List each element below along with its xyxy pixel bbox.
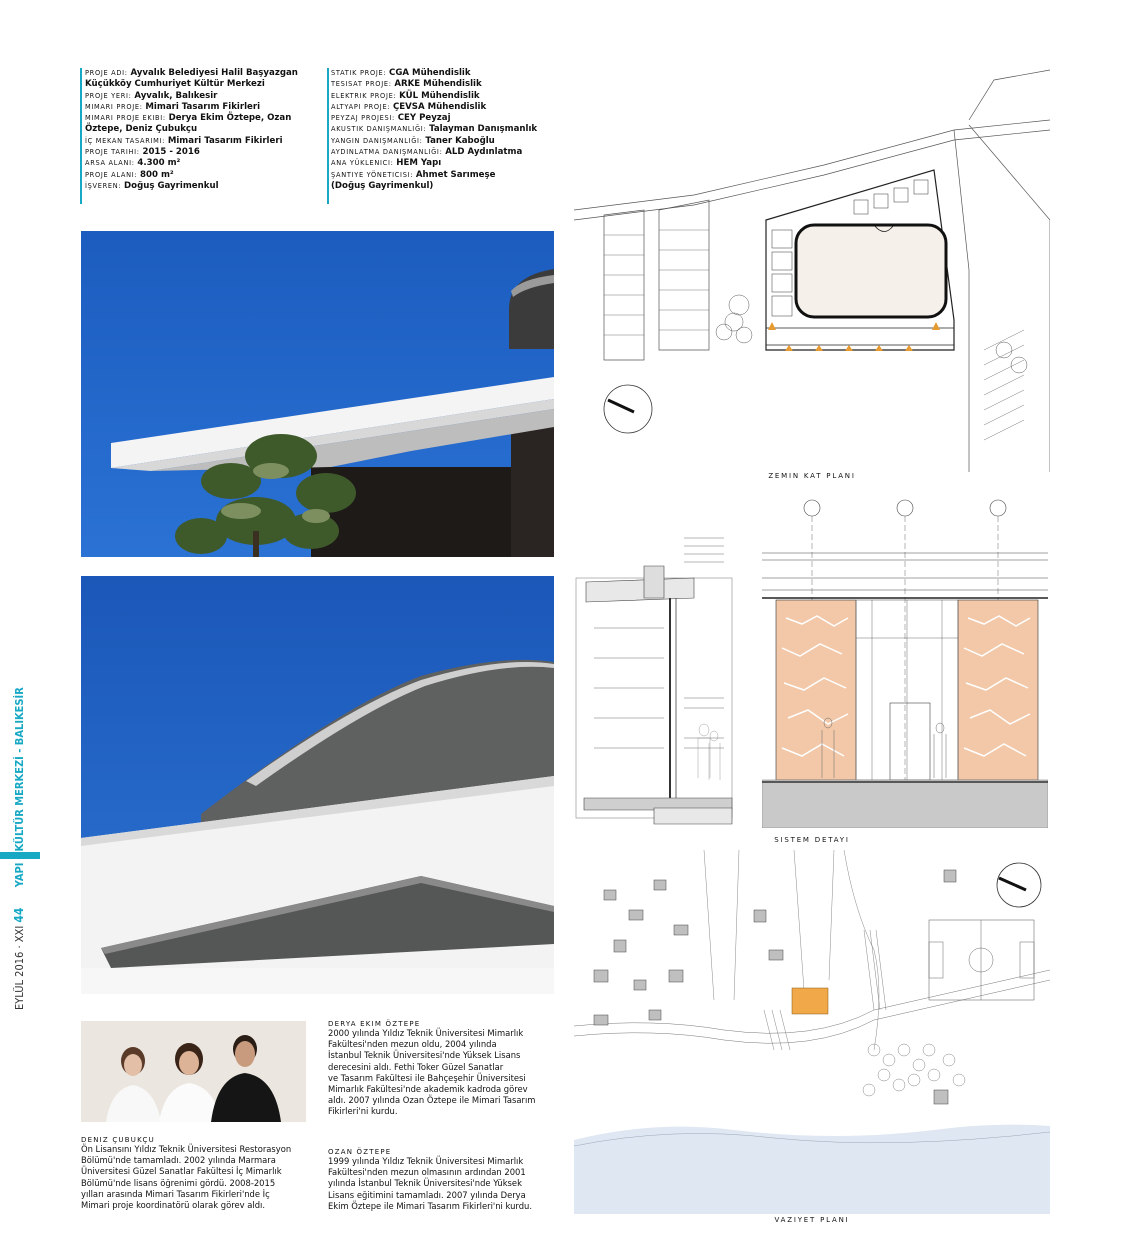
credit-row: ARSA ALANI: 4.300 m² [85, 158, 181, 169]
team-photo [81, 1021, 306, 1122]
credit-row: YANGIN DANIŞMANLIĞI: Taner Kaboğlu [331, 135, 495, 146]
credit-row: TESISAT PROJE: ARKE Mühendislik [331, 79, 482, 90]
system-detail-elevation [762, 498, 1048, 828]
credit-row: PROJE ADI: Ayvalık Belediyesi Halil Başyazgan [85, 68, 298, 78]
caption-site-plan: VAZIYET PLANI [774, 1216, 850, 1224]
credit-row: Küçükköy Cumhuriyet Kültür Merkezi [85, 79, 265, 90]
credit-row: AYDINLATMA DANIŞMANLIĞI: ALD Aydınlatma [331, 147, 523, 158]
credit-row: İÇ MEKAN TASARIMI: Mimari Tasarım Fikirleri [85, 135, 283, 146]
credits-right-bar [327, 68, 329, 204]
credit-row: PEYZAJ PROJESI: CEY Peyzaj [331, 113, 451, 124]
credit-row: STATIK PROJE: CGA Mühendislik [331, 68, 471, 78]
bio-name: DERYA EKIM ÖZTEPE [328, 1020, 421, 1028]
bio-text: 1999 yılında Yıldız Teknik Üniversitesi Mimarlık Fakültesi'nden mezun olmasının ardından 2001 yılında İstanbul Teknik Üniversitesi'nde Yüksek Lisans eğitimini tamamladı. 2007 yılında Derya Ekim Öztepe ile Mimari Tasarım Fikirleri'ni kurdu. [328, 1156, 533, 1211]
bio-name: DENIZ ÇUBUKÇU [81, 1136, 155, 1144]
photo-canopy-tree [81, 231, 554, 557]
credit-row: ŞANTIYE YÖNETICISI: Ahmet Sarımeşe [331, 169, 496, 180]
page-number: 44 [12, 907, 26, 923]
credits-left-bar [80, 68, 82, 204]
credit-row: ELEKTRIK PROJE: KÜL Mühendislik [331, 90, 480, 101]
photo-white-wall [81, 576, 554, 994]
credit-row: AKUSTIK DANIŞMANLIĞI: Talayman Danışmanlık [331, 124, 538, 135]
section-title: YAPI - KÜLTÜR MERKEZİ - BALIKESİR [13, 687, 26, 888]
credit-row: İŞVEREN: Doğuş Gayrimenkul [85, 180, 219, 191]
credits-left [85, 68, 325, 192]
credit-row: ANA YÜKLENICI: HEM Yapı [331, 158, 442, 169]
caption-system-detail: SISTEM DETAYI [774, 836, 850, 844]
bio-ozan [328, 1148, 568, 1212]
bio-name: OZAN ÖZTEPE [328, 1148, 392, 1156]
bio-deniz [81, 1136, 321, 1211]
credit-row: PROJE TARIHI: 2015 - 2016 [85, 147, 200, 158]
issue-date: EYLÜL 2016 · XXI [13, 925, 26, 1010]
ground-floor-plan [574, 60, 1050, 472]
credit-row: PROJE ALANI: 800 m² [85, 169, 174, 180]
caption-ground-plan: ZEMIN KAT PLANI [768, 472, 856, 480]
credit-row: ALTYAPI PROJE: ÇEVSA Mühendislik [331, 101, 487, 112]
bio-text: 2000 yılında Yıldız Teknik Üniversitesi Mimarlık Fakültesi'nden mezun oldu, 2004 yılında İstanbul Teknik Üniversitesi'nde Yüksek Lisans derecesini aldı. Fethi Toker Güzel Sanatlar ve Tasarım Fakültesi ile Bahçeşehir Üniversitesi Mimarlık Fakültesi'nde akademik kadroda görev aldı. 2007 yılında Ozan Öztepe ile Mimari Tasarım Fikirleri'ni kurdu. [328, 1028, 536, 1117]
credit-row: Öztepe, Deniz Çubukçu [85, 124, 198, 135]
credit-row: MIMARI PROJE EKIBI: Derya Ekim Öztepe, Ozan [85, 113, 292, 124]
site-plan [574, 850, 1050, 1214]
credit-row: PROJE YERI: Ayvalık, Balıkesir [85, 90, 218, 101]
credits-right [331, 68, 571, 192]
credit-row: (Doğuş Gayrimenkul) [331, 180, 434, 191]
bio-derya [328, 1020, 568, 1118]
bio-text: Ön Lisansını Yıldız Teknik Üniversitesi Restorasyon Bölümü'nde tamamladı. 2002 yılında Marmara Üniversitesi Güzel Sanatlar Fakültesi İç Mimarlık Bölümü'nde lisans öğrenimi gördü. 2008-2015 yılları arasında Mimari Tasarım Fikirleri'nde İç Mimari proje koordinatörü olarak görev aldı. [81, 1144, 292, 1211]
system-detail-section [574, 498, 734, 828]
credit-row: MIMARI PROJE: Mimari Tasarım Fikirleri [85, 101, 261, 112]
